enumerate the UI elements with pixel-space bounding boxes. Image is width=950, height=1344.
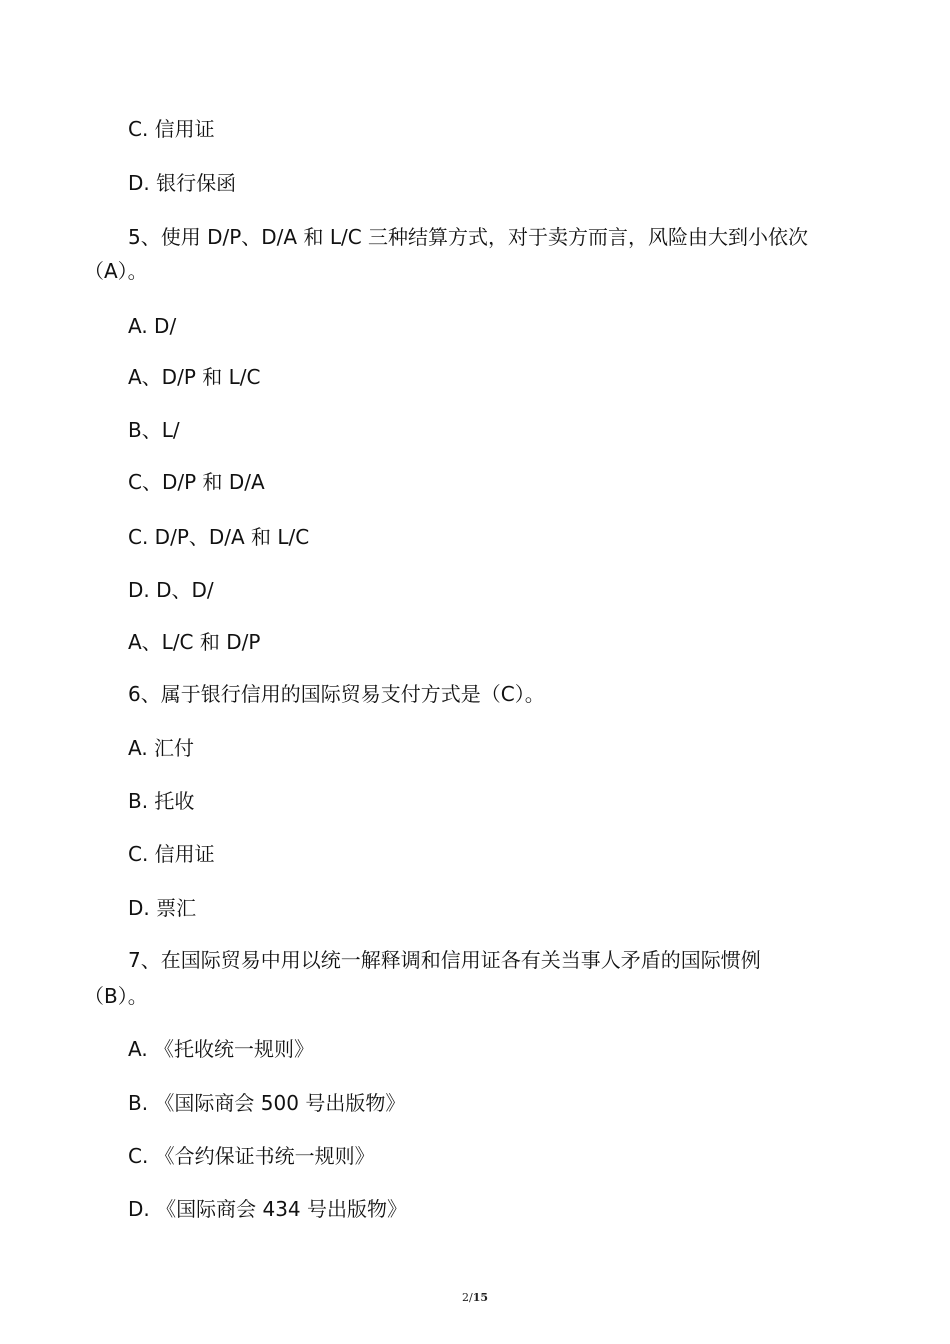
question-5-option-d-cont: A、L/C 和 D/P: [128, 630, 261, 654]
page-number: [0, 1291, 950, 1304]
question-7-option-a: A. 《托收统一规则》: [128, 1037, 315, 1061]
question-6-option-b: B. 托收: [128, 789, 195, 813]
question-5-answer: （A）。: [84, 259, 148, 283]
question-6-option-a: A. 汇付: [128, 736, 195, 760]
question-5: 5、使用 D/P、D/A 和 L/C 三种结算方式，对于卖方而言，风险由大到小依次: [128, 225, 809, 249]
page-number-current: 2/: [461, 1291, 473, 1304]
page-number-total: 15: [472, 1291, 489, 1304]
question-5-option-d: D. D、D/: [128, 578, 214, 602]
option-d-bank-guarantee: D. 银行保函: [128, 171, 237, 195]
question-7-option-d: D. 《国际商会 434 号出版物》: [128, 1197, 408, 1221]
question-5-option-a-cont: A、D/P 和 L/C: [128, 365, 261, 389]
question-5-option-b: B、L/: [128, 418, 180, 442]
question-7: 7、在国际贸易中用以统一解释调和信用证各有关当事人矛盾的国际惯例: [128, 948, 761, 972]
question-5-option-c-cont: C、D/P 和 D/A: [128, 470, 265, 494]
question-6-option-c: C. 信用证: [128, 842, 215, 866]
question-6-option-d: D. 票汇: [128, 896, 197, 920]
option-c-letter-of-credit: C. 信用证: [128, 117, 215, 141]
question-5-option-a: A. D/: [128, 314, 177, 338]
question-7-option-b: B. 《国际商会 500 号出版物》: [128, 1091, 406, 1115]
question-7-option-c: C. 《合约保证书统一规则》: [128, 1144, 375, 1168]
question-7-answer: （B）。: [84, 984, 148, 1008]
question-6: 6、属于银行信用的国际贸易支付方式是（C）。: [128, 682, 545, 706]
question-5-option-c: C. D/P、D/A 和 L/C: [128, 525, 310, 549]
